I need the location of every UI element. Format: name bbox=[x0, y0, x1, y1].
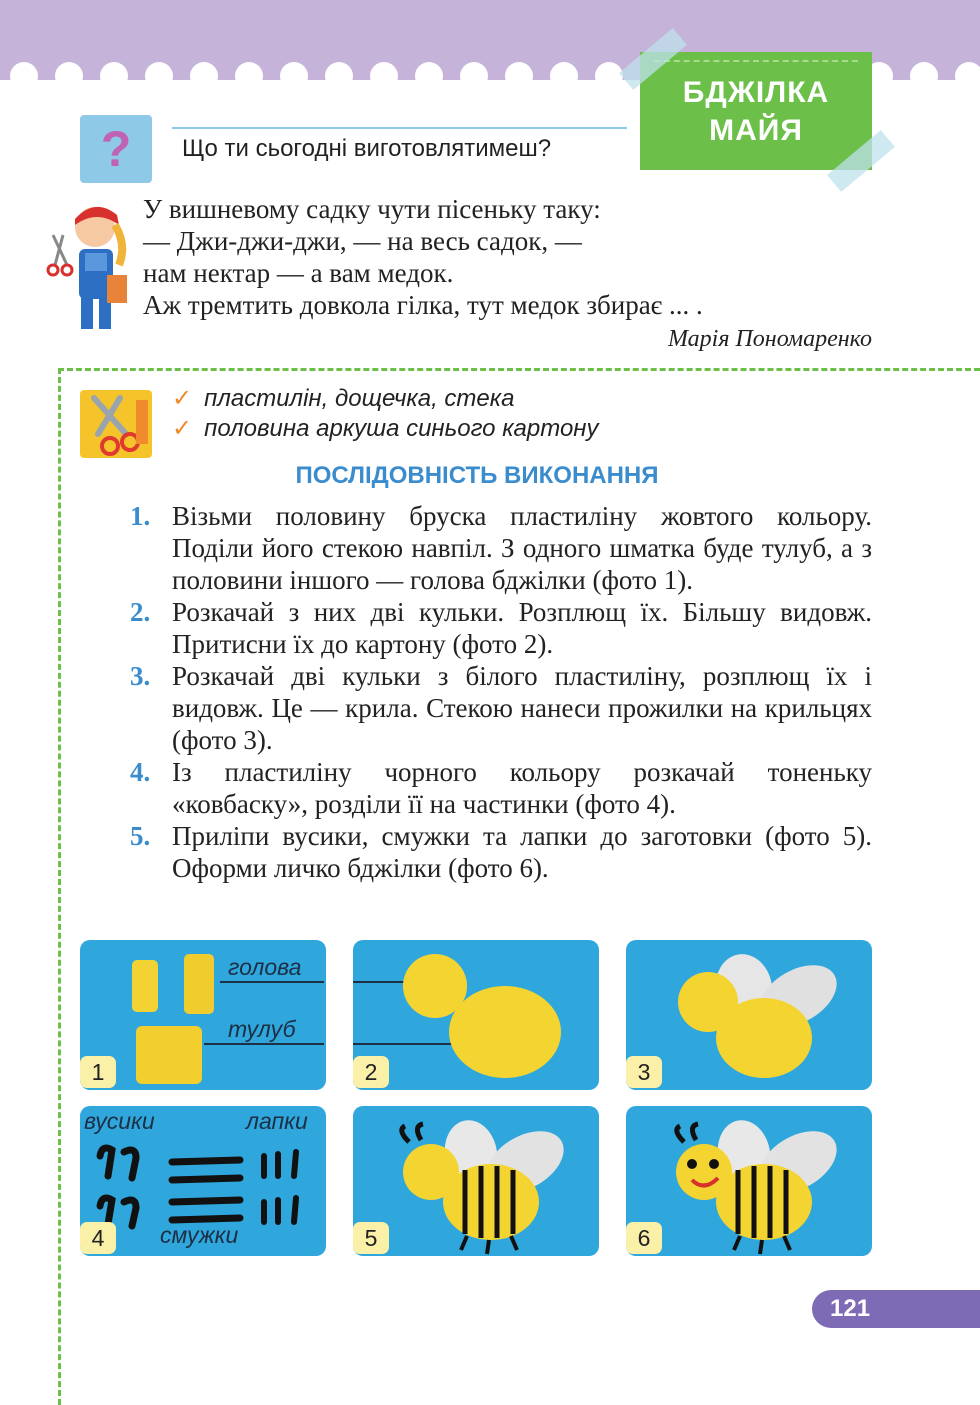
page-number: 121 bbox=[812, 1290, 980, 1328]
dot bbox=[190, 62, 218, 90]
step-item: 4. Із пластиліну чорного кольору розкачай тоненьку «ковбаску», розділи її на частинки (фото 4). bbox=[130, 757, 872, 819]
dot bbox=[910, 62, 938, 90]
steps-list bbox=[130, 500, 872, 884]
photo-4 bbox=[80, 1106, 326, 1256]
title-line-2: МАЙЯ bbox=[709, 114, 803, 147]
poem-line: — Джи-джи-джи, — на весь садок, — bbox=[143, 226, 582, 256]
check-icon: ✓ bbox=[172, 385, 193, 412]
photo-number: 3 bbox=[626, 1056, 662, 1088]
dot bbox=[460, 62, 488, 90]
poem-author: Марія Пономаренко bbox=[668, 326, 872, 352]
photo-number: 2 bbox=[353, 1056, 389, 1088]
dot bbox=[280, 62, 308, 90]
dot bbox=[55, 62, 83, 90]
photo-1 bbox=[80, 940, 326, 1090]
dot bbox=[325, 62, 353, 90]
poem bbox=[143, 193, 703, 321]
dot bbox=[550, 62, 578, 90]
question-mark-icon: ? bbox=[80, 115, 152, 183]
poem-line: У вишневому садку чути пісеньку таку: bbox=[143, 194, 601, 224]
photo-number: 4 bbox=[80, 1222, 116, 1254]
label-antennae: вусики bbox=[84, 1108, 155, 1134]
question-text: Що ти сьогодні виготовлятимеш? bbox=[182, 135, 552, 162]
dot bbox=[100, 62, 128, 90]
photo-number: 1 bbox=[80, 1056, 116, 1088]
label-head: голова bbox=[228, 954, 302, 980]
check-icon: ✓ bbox=[172, 415, 193, 442]
scissors-icon bbox=[80, 390, 152, 458]
material-item: ✓ пластилін, дощечка, стека bbox=[172, 385, 515, 412]
dot bbox=[145, 62, 173, 90]
poem-line: нам нектар — а вам медок. bbox=[143, 258, 454, 288]
label-body: тулуб bbox=[228, 1016, 296, 1042]
step-item: 2. Розкачай з них дві кульки. Розплющ їх. Більшу видовж. Притисни їх до картону (фото 2). bbox=[130, 597, 872, 659]
dot bbox=[235, 62, 263, 90]
dot bbox=[10, 62, 38, 90]
step-item: 1. Візьми половину бруска пластиліну жовтого кольору. Поділи його стекою навпіл. З одного шматка буде тулуб, а з половини іншого — голова бджілки (фото 1). bbox=[130, 501, 872, 595]
dashed-border-top bbox=[58, 368, 980, 371]
dot bbox=[370, 62, 398, 90]
photo-number: 5 bbox=[353, 1222, 389, 1254]
dot bbox=[505, 62, 533, 90]
photo-6 bbox=[626, 1106, 872, 1256]
label-stripes: смужки bbox=[160, 1222, 239, 1248]
sequence-title: ПОСЛІДОВНІСТЬ ВИКОНАННЯ bbox=[295, 462, 659, 489]
dot bbox=[955, 62, 980, 90]
girl-illustration bbox=[45, 195, 135, 340]
poem-line: Аж тремтить довкола гілка, тут медок збирає ... . bbox=[143, 290, 703, 320]
photo-5 bbox=[353, 1106, 599, 1256]
dot bbox=[595, 62, 623, 90]
step-item: 3. Розкачай дві кульки з білого пластиліну, розплющ їх і видовж. Це — крила. Стекою нанеси прожилки на крильцях (фото 3). bbox=[130, 661, 872, 755]
materials-list bbox=[172, 384, 599, 444]
dot bbox=[415, 62, 443, 90]
photo-3 bbox=[626, 940, 872, 1090]
photo-2 bbox=[353, 940, 599, 1090]
photo-number: 6 bbox=[626, 1222, 662, 1254]
step-item: 5. Приліпи вусики, смужки та лапки до заготовки (фото 5). Оформи личко бджілки (фото 6). bbox=[130, 821, 872, 883]
question-underline bbox=[172, 127, 627, 129]
lesson-title bbox=[640, 52, 872, 170]
label-legs: лапки bbox=[246, 1108, 308, 1134]
material-item: ✓ половина аркуша синього картону bbox=[172, 415, 599, 442]
dashed-border-left bbox=[58, 368, 61, 1405]
title-line-1: БДЖІЛКА bbox=[682, 76, 830, 109]
